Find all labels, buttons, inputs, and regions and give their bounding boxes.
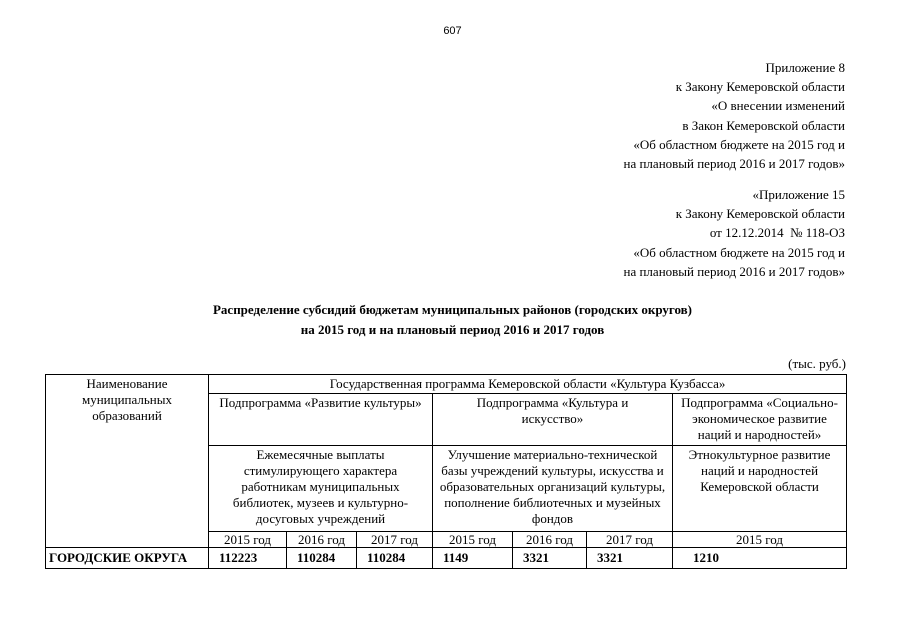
header-activity-material-base: Улучшение материально-технической базы учреждений культуры, искусства и образовательных организаций культуры, пополнение библиотечных и музейных фондов bbox=[433, 446, 673, 532]
header-subprogram-culture-and-art: Подпрограмма «Культура и искусство» bbox=[433, 394, 673, 446]
year-header: 2017 год bbox=[357, 532, 433, 548]
appendix-8-line: на плановый период 2016 и 2017 годов» bbox=[623, 156, 845, 172]
row-value: 110284 bbox=[357, 548, 433, 569]
appendix-15-line: от 12.12.2014 № 118-ОЗ bbox=[709, 225, 845, 241]
row-value: 3321 bbox=[513, 548, 587, 569]
year-header: 2017 год bbox=[587, 532, 673, 548]
title-line-2: на 2015 год и на плановый период 2016 и 2017 годов bbox=[300, 321, 605, 337]
header-subprogram-nations: Подпрограмма «Социально-экономическое развитие наций и народностей» bbox=[673, 394, 847, 446]
row-name: ГОРОДСКИЕ ОКРУГА bbox=[46, 548, 209, 569]
appendix-15-line: на плановый период 2016 и 2017 годов» bbox=[623, 263, 845, 279]
appendix-8-line: в Закон Кемеровской области bbox=[682, 117, 845, 133]
year-header: 2016 год bbox=[513, 532, 587, 548]
appendix-8-line: к Закону Кемеровской области bbox=[675, 79, 845, 95]
header-activity-payments: Ежемесячные выплаты стимулирующего характера работникам муниципальных библиотек, музеев и культурно-досуговых учреждений bbox=[209, 446, 433, 532]
page-number: 607 bbox=[443, 25, 462, 37]
row-value: 112223 bbox=[209, 548, 287, 569]
year-header: 2015 год bbox=[433, 532, 513, 548]
header-subprogram-culture-development: Подпрограмма «Развитие культуры» bbox=[209, 394, 433, 446]
row-value: 110284 bbox=[287, 548, 357, 569]
document-title bbox=[0, 300, 905, 339]
row-value: 1149 bbox=[433, 548, 513, 569]
header-activity-ethnocultural: Этнокультурное развитие наций и народностей Кемеровской области bbox=[673, 446, 847, 532]
year-header: 2015 год bbox=[673, 532, 847, 548]
appendix-8-line: «О внесении изменений bbox=[711, 98, 845, 114]
row-value: 1210 bbox=[673, 548, 847, 569]
appendix-15-line: «Приложение 15 bbox=[752, 187, 845, 202]
appendix-8-line: «Об областном бюджете на 2015 год и bbox=[633, 136, 845, 152]
title-line-1: Распределение субсидий бюджетам муниципальных районов (городских округов) bbox=[212, 302, 692, 317]
appendix-15-line: к Закону Кемеровской области bbox=[675, 206, 845, 222]
table-row bbox=[46, 548, 847, 569]
units-note: (тыс. руб.) bbox=[788, 356, 846, 371]
year-header: 2015 год bbox=[209, 532, 287, 548]
subsidy-table bbox=[45, 374, 847, 569]
appendix-15-line: «Об областном бюджете на 2015 год и bbox=[633, 244, 845, 260]
header-program: Государственная программа Кемеровской области «Культура Кузбасса» bbox=[209, 375, 847, 394]
appendix-15-heading bbox=[624, 185, 846, 281]
year-header: 2016 год bbox=[287, 532, 357, 548]
appendix-8-heading bbox=[624, 58, 846, 173]
appendix-8-line: Приложение 8 bbox=[765, 60, 845, 75]
row-value: 3321 bbox=[587, 548, 673, 569]
header-municipality-name: Наименование муниципальных образований bbox=[46, 375, 209, 548]
